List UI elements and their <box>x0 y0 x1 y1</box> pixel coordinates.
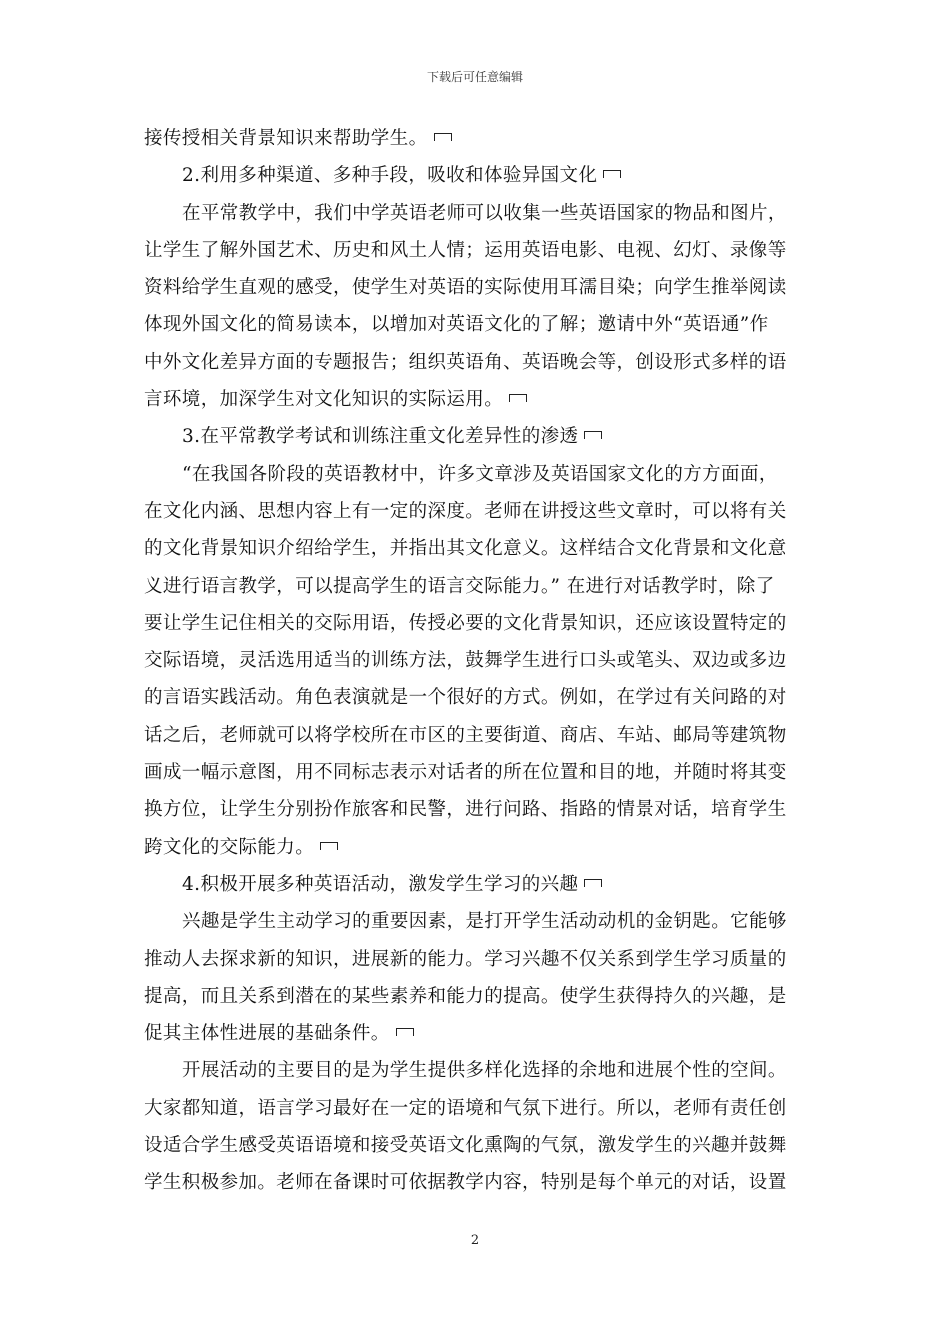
text-line <box>144 306 807 343</box>
text-line-content: 的文化背景知识介绍给学生，并指出其文化意义。这样结合文化背景和文化意 <box>144 538 787 560</box>
text-line <box>144 605 807 642</box>
text-line-content: 要让学生记住相关的交际用语，传授必要的文化背景知识，还应该设置特定的 <box>144 612 787 634</box>
text-line-content: 学生积极参加。老师在备课时可依据教学内容，特别是每个单元的对话，设置 <box>144 1172 787 1194</box>
text-line-content: 2.利用多种渠道、多种手段，吸收和体验异国文化 <box>182 165 598 187</box>
paragraph-mark-icon <box>396 1028 414 1036</box>
text-line <box>144 157 807 194</box>
text-line <box>144 941 807 978</box>
text-line-content: 的言语实践活动。角色表演就是一个很好的方式。例如，在学过有关问路的对 <box>144 687 787 709</box>
text-line-content: 让学生了解外国艺术、历史和风土人情；运用英语电影、电视、幻灯、录像等 <box>144 239 787 261</box>
text-line <box>144 1127 807 1164</box>
text-line <box>144 493 807 530</box>
paragraph-mark-icon <box>509 394 527 402</box>
text-line <box>144 418 807 455</box>
page-number: 2 <box>470 1233 480 1248</box>
text-line-content: 推动人去探求新的知识，进展新的能力。学习兴趣不仅关系到学生学习质量的 <box>144 948 787 970</box>
text-line-content: 兴趣是学生主动学习的重要因素，是打开学生活动动机的金钥匙。它能够 <box>182 911 787 933</box>
text-line <box>144 381 807 418</box>
text-line-content: 提高，而且关系到潜在的某些素养和能力的提高。使学生获得持久的兴趣，是 <box>144 985 787 1007</box>
text-line-content: 体现外国文化的简易读本，以增加对英语文化的了解；邀请中外“英语通”作 <box>144 314 769 336</box>
text-line <box>144 791 807 828</box>
text-line <box>144 829 807 866</box>
text-line-content: “在我国各阶段的英语教材中，许多文章涉及英语国家文化的方方面面， <box>182 463 778 485</box>
text-line <box>144 866 807 903</box>
paragraph-mark-icon <box>584 879 602 887</box>
text-line-content: 促其主体性进展的基础条件。 <box>144 1023 390 1045</box>
text-line <box>144 232 807 269</box>
text-line-content: 话之后，老师就可以将学校所在市区的主要街道、商店、车站、邮局等建筑物 <box>144 724 787 746</box>
document-body <box>144 120 807 1202</box>
text-line-content: 3.在平常教学考试和训练注重文化差异性的渗透 <box>182 426 579 448</box>
text-line <box>144 456 807 493</box>
text-line <box>144 344 807 381</box>
text-line <box>144 1052 807 1089</box>
paragraph-mark-icon <box>320 842 338 850</box>
text-line-content: 设适合学生感受英语语境和接受英语文化熏陶的气氛，激发学生的兴趣并鼓舞 <box>144 1135 787 1157</box>
text-line <box>144 120 807 157</box>
text-line-content: 画成一幅示意图，用不同标志表示对话者的所在位置和目的地，并随时将其变 <box>144 762 787 784</box>
paragraph-mark-icon <box>434 133 452 141</box>
paragraph-mark-icon <box>603 170 621 178</box>
text-line-content: 在平常教学中，我们中学英语老师可以收集一些英语国家的物品和图片， <box>182 202 787 224</box>
text-line-content: 言环境，加深学生对文化知识的实际运用。 <box>144 389 504 411</box>
text-line-content: 中外文化差异方面的专题报告；组织英语角、英语晚会等，创设形式多样的语 <box>144 351 787 373</box>
text-line <box>144 642 807 679</box>
text-line-content: 在文化内涵、思想内容上有一定的深度。老师在讲授这些文章时，可以将有关 <box>144 500 787 522</box>
text-line-content: 跨文化的交际能力。 <box>144 836 315 858</box>
text-line <box>144 1015 807 1052</box>
text-line <box>144 754 807 791</box>
text-line <box>144 568 807 605</box>
text-line <box>144 717 807 754</box>
page-header: 下载后可任意编辑 <box>426 70 523 84</box>
paragraph-mark-icon <box>584 431 602 439</box>
text-line-content: 大家都知道，语言学习最好在一定的语境和气氛下进行。所以，老师有责任创 <box>144 1097 787 1119</box>
text-line-content: 接传授相关背景知识来帮助学生。 <box>144 128 428 149</box>
text-line-content: 资料给学生直观的感受，使学生对英语的实际使用耳濡目染；向学生推举阅读 <box>144 277 787 299</box>
text-line-content: 交际语境，灵活选用适当的训练方法，鼓舞学生进行口头或笔头、双边或多边 <box>144 650 787 672</box>
text-line <box>144 269 807 306</box>
text-line <box>144 679 807 716</box>
text-line-content: 开展活动的主要目的是为学生提供多样化选择的余地和进展个性的空间。 <box>182 1060 787 1082</box>
text-line <box>144 195 807 232</box>
text-line <box>144 903 807 940</box>
text-line <box>144 530 807 567</box>
text-line-content: 换方位，让学生分别扮作旅客和民警，进行问路、指路的情景对话，培育学生 <box>144 799 787 821</box>
text-line <box>144 978 807 1015</box>
text-line <box>144 1164 807 1201</box>
text-line <box>144 1090 807 1127</box>
text-line-content: 义进行语言教学，可以提高学生的语言交际能力。” 在进行对话教学时，除了 <box>144 575 775 597</box>
text-line-content: 4.积极开展多种英语活动，激发学生学习的兴趣 <box>182 873 579 895</box>
